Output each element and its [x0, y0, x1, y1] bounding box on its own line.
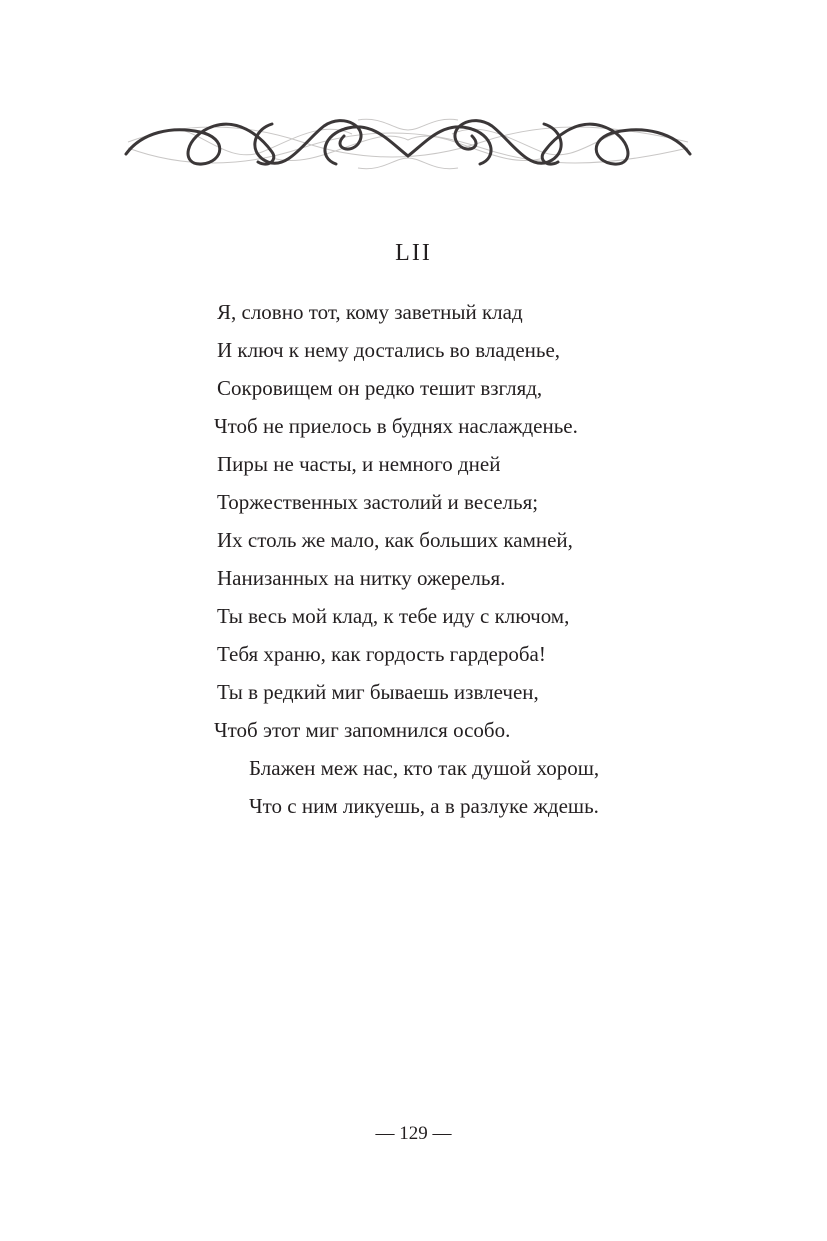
poem-line: Блажен меж нас, кто так душой хорош, — [249, 756, 600, 780]
page-number: — 129 — — [375, 1123, 452, 1144]
poem-line: Пиры не часты, и немного дней — [217, 452, 501, 476]
poem-line: Их столь же мало, как больших камней, — [217, 528, 573, 552]
poem-heading: LII — [395, 240, 432, 266]
poem-line: Чтоб этот миг запомнился особо. — [214, 718, 511, 742]
poem-line: Что с ним ликуешь, а в разлуке ждешь. — [249, 794, 599, 818]
poem-line: Я, словно тот, кому заветный клад — [217, 300, 523, 324]
poem-line: Тебя храню, как гордость гардероба! — [217, 642, 546, 666]
poem-line: Чтоб не приелось в буднях наслажденье. — [214, 414, 578, 438]
poem-line: Торжественных застолий и веселья; — [217, 490, 539, 514]
poem-line: Нанизанных на нитку ожерелья. — [217, 566, 506, 590]
poem-line: Ты в редкий миг бываешь извлечен, — [217, 680, 539, 704]
poem-line: Ты весь мой клад, к тебе иду с ключом, — [217, 604, 570, 628]
poem-line: И ключ к нему достались во владенье, — [217, 338, 561, 362]
poem-line: Сокровищем он редко тешит взгляд, — [217, 376, 543, 400]
